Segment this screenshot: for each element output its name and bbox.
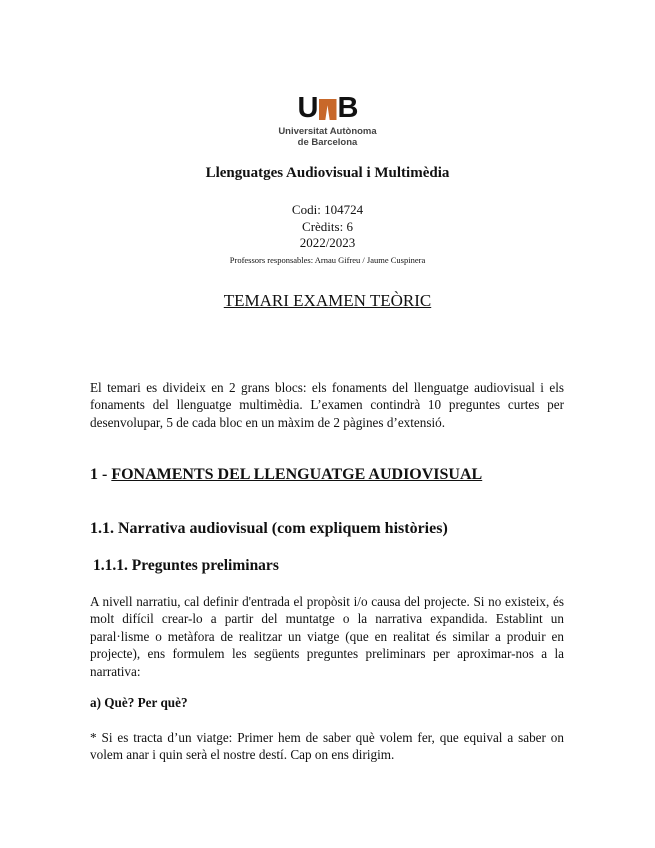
question-a-heading: a) Què? Per què? bbox=[90, 695, 188, 710]
uab-logo-line2: de Barcelona bbox=[297, 137, 358, 148]
uab-logo-a-shape bbox=[319, 99, 337, 120]
section-1-title: FONAMENTS DEL LLENGUATGE AUDIOVISUAL bbox=[111, 466, 483, 483]
section-1-heading bbox=[90, 466, 482, 484]
course-credits: Crèdits: 6 bbox=[302, 218, 353, 234]
uab-logo bbox=[0, 92, 655, 148]
course-code: Codi: 104724 bbox=[291, 202, 364, 217]
course-year: 2022/2023 bbox=[299, 235, 356, 250]
uab-logo-mark: U B bbox=[297, 92, 358, 124]
uab-logo-line1: Universitat Autònoma bbox=[278, 126, 377, 137]
section-1-1-1-heading: 1.1.1. Preguntes preliminars bbox=[93, 557, 279, 574]
course-meta bbox=[0, 202, 655, 268]
course-title: Llenguatges Audiovisual i Multimèdia bbox=[205, 165, 450, 181]
course-professors: Professors responsables: Arnau Gifreu / Jaume Cuspinera bbox=[229, 254, 426, 265]
section-1-number: 1 - bbox=[90, 466, 112, 483]
intro-paragraph: El temari es divideix en 2 grans blocs: els fonaments del llenguatge audiovisual i els fonaments del llenguatge multimèdia. L’examen contindrà 10 preguntes curtes per desenvolupar, 5 de cada bloc en un màxim de 2 pàgines d’extensió. bbox=[90, 380, 564, 430]
answer-a-paragraph: * Si es tracta d’un viatge: Primer hem de saber què volem fer, que equival a saber on volem anar i quin serà el nostre destí. Cap on ens dirigim. bbox=[90, 730, 564, 763]
document-title: TEMARI EXAMEN TEÒRIC bbox=[223, 291, 432, 310]
section-1-1-heading: 1.1. Narrativa audiovisual (com expliquem històries) bbox=[90, 520, 448, 537]
body-paragraph: A nivell narratiu, cal definir d'entrada el propòsit i/o causa del projecte. Si no existeix, és molt difícil crear-lo a partir del muntatge o la narrativa expandida. Establint un paral·lisme o metàfora de realitzar un viatge (que en realitat és similar a produir en projecte), ens formulem les següents preguntes preliminars per aproximar-nos a la narrativa: bbox=[90, 594, 564, 679]
